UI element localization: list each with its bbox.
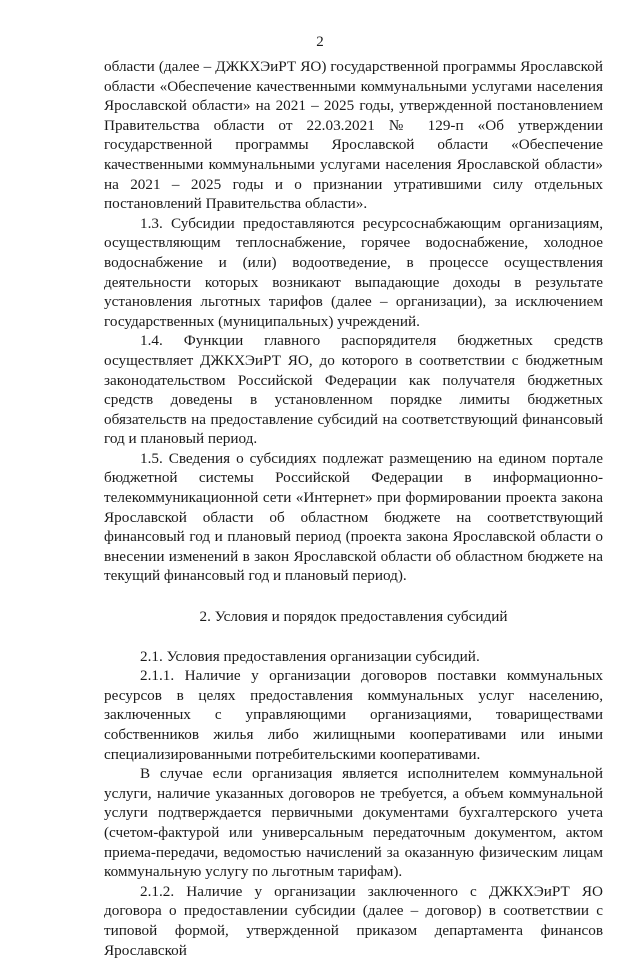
paragraph-2-1-1: 2.1.1. Наличие у организации договоров поставки коммунальных ресурсов в целях предоставления коммунальных услуг населению, заключенных с управляющими организациями, товариществами собственников жилья либо жилищными кооперативами или иными специализированными потребительскими кооперативами. [104,667,603,763]
page-number: 2 [316,34,324,50]
paragraph-2-1-2: 2.1.2. Наличие у организации заключенного с ДЖКХЭиРТ ЯО договора о предоставлении субсидии (далее – договор) в соответствии с типовой формой, утвержденной приказом департамента финансов Ярославской [104,882,603,959]
paragraph-1-5: 1.5. Сведения о субсидиях подлежат размещению на едином портале бюджетной системы Российской Федерации в информационно-телекоммуникационной сети «Интернет» при формировании проекта закона Ярославской области об областном бюджете на соответствующий финансовый год и плановый период (проекта закона Ярославской области о внесении изменений в закон Ярославской области об областном бюджете на текущий финансовый год и плановый период). [104,449,603,585]
paragraph-2-1: 2.1. Условия предоставления организации субсидий. [140,647,480,665]
paragraph-2-1-1-exception: В случае если организация является исполнителем коммунальной услуги, наличие указанных договоров не требуется, а объем коммунальной услуги подтверждается первичными документами бухгалтерского учета (счетом-фактурой или универсальным передаточным документом, актом приема-передачи, ведомостью начислений за оказанную физическим лицам коммунальную услугу по льготным тарифам). [104,765,603,881]
document-body [104,57,603,960]
section-heading-2: 2. Условия и порядок предоставления субсидий [199,608,508,626]
paragraph-continuation: области (далее – ДЖКХЭиРТ ЯО) государственной программы Ярославской области «Обеспечение качественными коммунальными услугами населения Ярославской области» на 2021 – 2025 годы, утвержденной постановлением Правительства области от 22.03.2021 № 129-п «Об утверждении государственной программы Ярославской области «Обеспечение качественными коммунальными услугами населения Ярославской области» на 2021 – 2025 годы и о признании утратившими силу отдельных постановлений Правительства области». [104,58,603,213]
paragraph-1-3: 1.3. Субсидии предоставляются ресурсоснабжающим организациям, осуществляющим теплоснабжение, горячее водоснабжение, холодное водоснабжение и (или) водоотведение, в процессе осуществления деятельности которых возникают выпадающие доходы в результате установления льготных тарифов (далее – организации), за исключением государственных (муниципальных) учреждений. [104,214,603,330]
paragraph-1-4: 1.4. Функции главного распорядителя бюджетных средств осуществляет ДЖКХЭиРТ ЯО, до которого в соответствии с бюджетным законодательством Российской Федерации как получателя бюджетных средств доведены в установленном порядке лимиты бюджетных обязательств на предоставление субсидий на соответствующий финансовый год и плановый период. [104,332,603,448]
